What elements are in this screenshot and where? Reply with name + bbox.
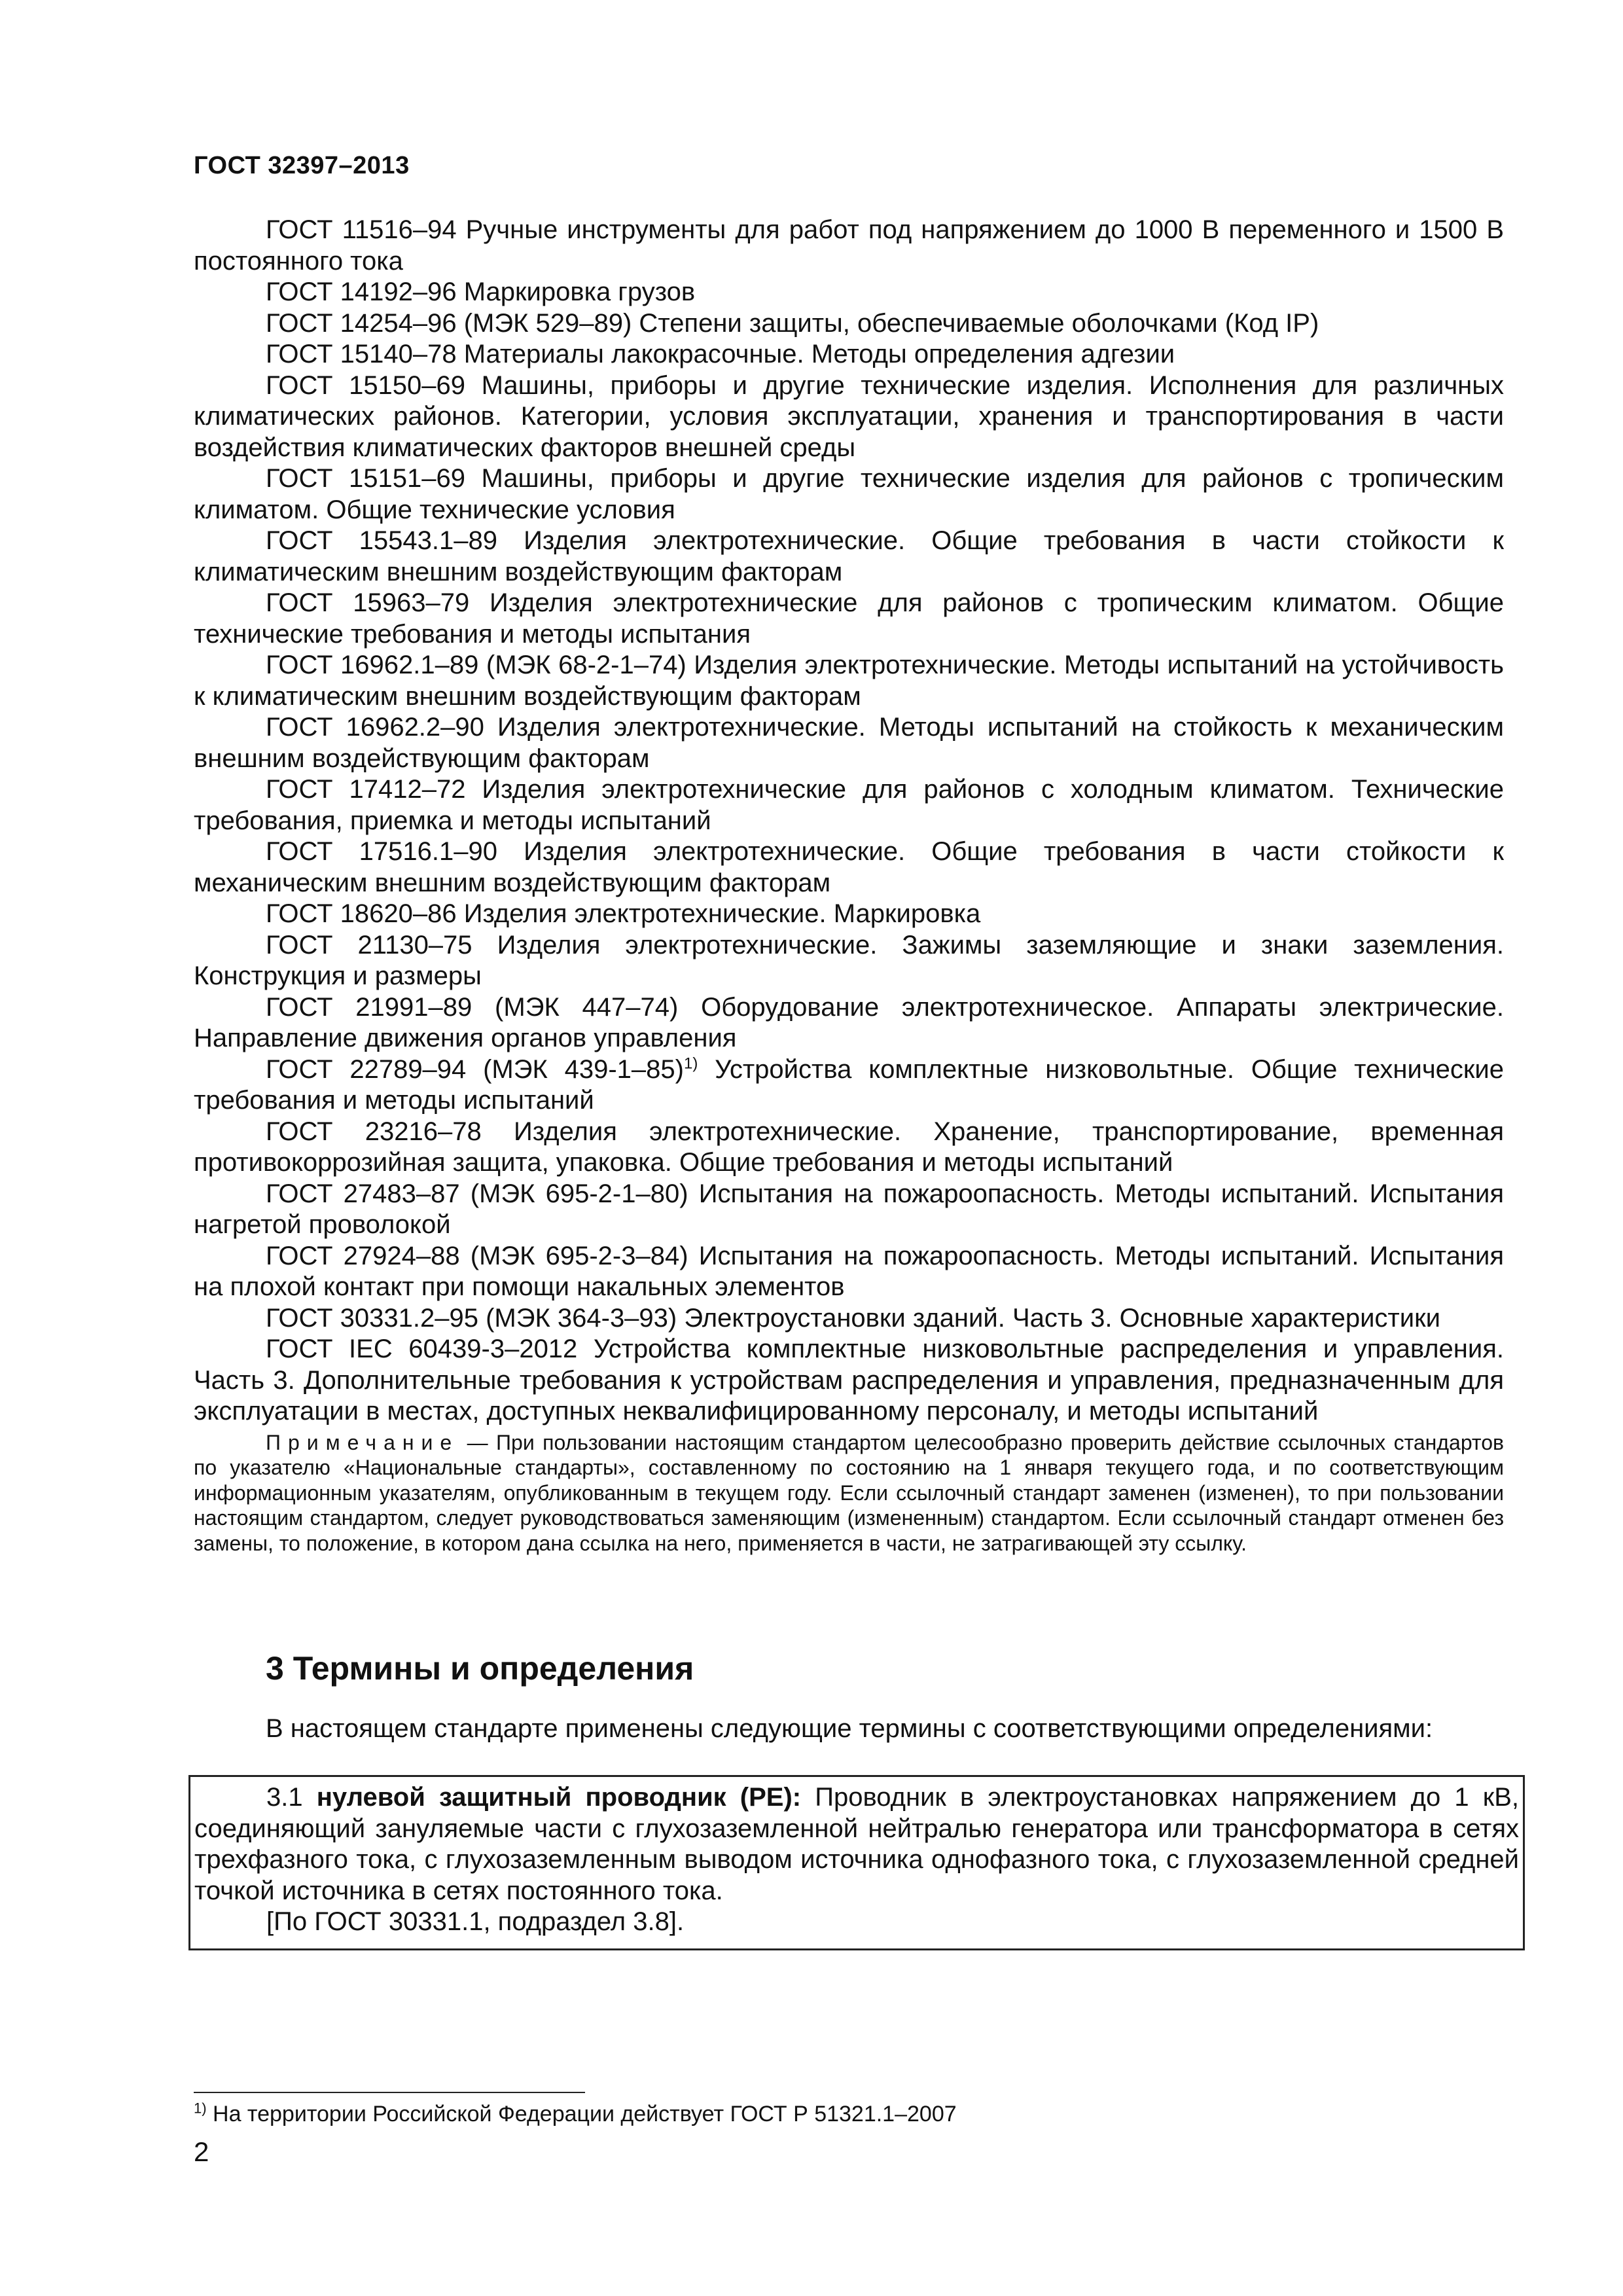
reference-item: ГОСТ 30331.2–95 (МЭК 364-3–93) Электроустановки зданий. Часть 3. Основные характеристики [266, 1303, 1440, 1333]
term-number: 3.1 [266, 1783, 317, 1812]
reference-item: ГОСТ 14254–96 (МЭК 529–89) Степени защиты, обеспечиваемые оболочками (Код IP) [266, 308, 1319, 338]
reference-item: ГОСТ 21130–75 Изделия электротехнические. Зажимы заземляющие и знаки заземления. Конструкция и размеры [194, 930, 1504, 990]
reference-item: ГОСТ 15963–79 Изделия электротехнические для районов с тропическим климатом. Общие технические требования и методы испытания [194, 588, 1504, 649]
section-intro [194, 1713, 1504, 1745]
reference-item: ГОСТ 15151–69 Машины, приборы и другие технические изделия для районов с тропическим климатом. Общие технические условия [194, 464, 1504, 524]
footnote-separator [194, 2092, 585, 2093]
reference-item: ГОСТ IEC 60439-3–2012 Устройства комплектные низковольтные распределения и управления. Часть 3. Дополнительные требования к устройствам распределения и управления, предназначенным для эксплуатации в местах, доступных неквалифицированному персоналу, и методы испытаний [194, 1335, 1504, 1426]
reference-item: ГОСТ 16962.2–90 Изделия электротехнические. Методы испытаний на стойкость к механическим внешним воздействующим факторам [194, 713, 1504, 773]
reference-item: ГОСТ 18620–86 Изделия электротехнические. Маркировка [266, 899, 981, 928]
footnote-text: На территории Российской Федерации действует ГОСТ Р 51321.1–2007 [206, 2102, 957, 2126]
references-note [194, 1430, 1504, 1556]
page-number: 2 [194, 2136, 209, 2167]
reference-item: ГОСТ 27924–88 (МЭК 695-2-3–84) Испытания на пожароопасность. Методы испытаний. Испытания на плохой контакт при помощи накальных элементов [194, 1241, 1504, 1301]
reference-item: ГОСТ 27483–87 (МЭК 695-2-1–80) Испытания на пожароопасность. Методы испытаний. Испытания нагретой проволокой [194, 1179, 1504, 1239]
reference-item: ГОСТ 14192–96 Маркировка грузов [266, 278, 696, 306]
reference-item [194, 1054, 1504, 1117]
reference-title: Устройства комплектные низковольтные. Общие технические требования и методы испытаний [194, 1054, 1504, 1115]
reference-item: ГОСТ 15150–69 Машины, приборы и другие технические изделия. Исполнения для различных климатических районов. Категории, условия эксплуатации, хранения и транспортирования в части воздействия климатических факторов внешней среды [194, 370, 1504, 462]
footnote-ref[interactable]: 1) [683, 1054, 698, 1073]
reference-item: ГОСТ 21991–89 (МЭК 447–74) Оборудование электротехническое. Аппараты электрические. Направление движения органов управления [194, 992, 1504, 1052]
reference-item: ГОСТ 17516.1–90 Изделия электротехнические. Общие требования в части стойкости к механическим внешним воздействующим факторам [194, 837, 1504, 897]
normative-references [194, 215, 1504, 1556]
reference-item: ГОСТ 15140–78 Материалы лакокрасочные. Методы определения адгезии [266, 340, 1175, 368]
footnote [194, 2101, 957, 2127]
intro-text: В настоящем стандарте применены следующие термины с соответствующими определениями: [266, 1714, 1433, 1743]
reference-item: ГОСТ 17412–72 Изделия электротехнические для районов с холодным климатом. Технические требования, приемка и методы испытаний [194, 775, 1504, 835]
term-name: нулевой защитный проводник (PE): [316, 1783, 802, 1812]
term-source: [По ГОСТ 30331.1, подраздел 3.8]. [266, 1907, 685, 1936]
reference-item: ГОСТ 15543.1–89 Изделия электротехнические. Общие требования в части стойкости к климатическим внешним воздействующим факторам [194, 526, 1504, 586]
reference-item: ГОСТ 23216–78 Изделия электротехнические. Хранение, транспортирование, временная противокоррозийная защита, упаковка. Общие требования и методы испытаний [194, 1117, 1504, 1177]
term-definition [194, 1782, 1519, 1907]
footnote-marker: 1) [194, 2100, 207, 2117]
reference-code: ГОСТ 22789–94 (МЭК 439-1–85) [266, 1054, 684, 1084]
section-title: 3 Термины и определения [266, 1650, 694, 1687]
term-definition-box [188, 1775, 1525, 1950]
term-text: Проводник в электроустановках напряжением до 1 кВ, соединяющий зануляемые части с глухозаземленной нейтралью генератора или трансформатора в сетях трехфазного тока, с глухозаземленным выводом источника однофазного тока, с глухозаземленной средней точкой источника в сетях постоянного тока. [194, 1783, 1520, 1905]
note-label: Примечание [266, 1430, 459, 1454]
note-text: — При пользовании настоящим стандартом целесообразно проверить действие ссылочных стандартов по указателю «Национальные стандарты», составленному по состоянию на 1 января текущего года, и по соответствующим информационным указателям, опубликованным в текущем году. Если ссылочный стандарт заменен (изменен), то при пользовании настоящим стандартом, следует руководствоваться заменяющим (измененным) стандартом. Если ссылочный стандарт отменен без замены, то положение, в котором дана ссылка на него, применяется в части, не затрагивающей эту ссылку. [194, 1430, 1504, 1555]
reference-item: ГОСТ 11516–94 Ручные инструменты для работ под напряжением до 1000 В переменного и 1500 В постоянного тока [194, 215, 1504, 276]
document-header: ГОСТ 32397–2013 [194, 152, 410, 179]
reference-item: ГОСТ 16962.1–89 (МЭК 68-2-1–74) Изделия электротехнические. Методы испытаний на устойчивость к климатическим внешним воздействующим факторам [194, 651, 1504, 711]
